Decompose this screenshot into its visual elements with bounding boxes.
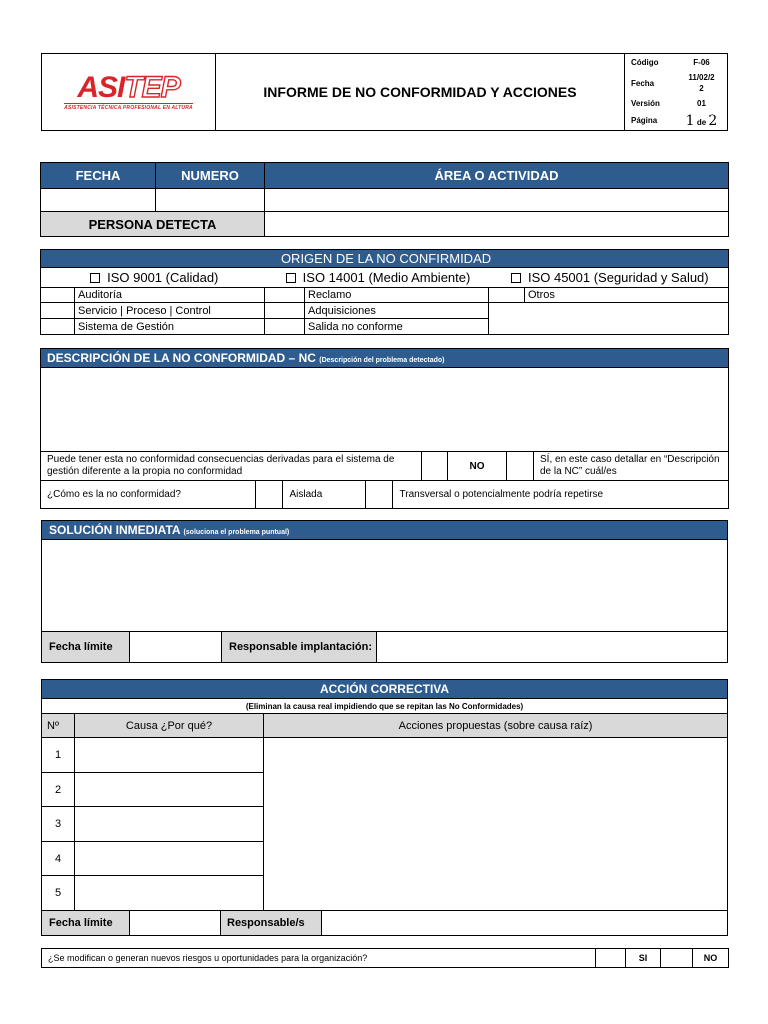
sistema-check[interactable]: [41, 319, 75, 335]
otros-check[interactable]: [489, 288, 525, 303]
riesgos-si-check[interactable]: [596, 949, 626, 968]
transversal-check[interactable]: [365, 481, 392, 508]
descripcion-title-text: DESCRIPCIÓN DE LA NO CONFORMIDAD – NC: [47, 351, 316, 365]
accion-fecha-limite-label: Fecha límite: [42, 911, 130, 936]
codigo-label: Código: [631, 58, 659, 67]
solucion-fecha-limite-field[interactable]: [130, 632, 222, 663]
solucion-title: [42, 521, 728, 540]
descripcion-title: [41, 349, 729, 368]
document-header: [41, 53, 728, 131]
origen-section: [40, 249, 729, 335]
accion-correctiva-section: [41, 679, 728, 936]
pagina-value: [675, 111, 728, 130]
servicio-check[interactable]: [41, 303, 75, 319]
checkbox-icon[interactable]: [286, 273, 296, 283]
reclamo-check[interactable]: [265, 288, 305, 303]
solucion-section: [41, 520, 728, 663]
numero-field[interactable]: [156, 189, 265, 212]
iso-14001-option[interactable]: [265, 268, 489, 288]
como-options-table: [256, 481, 728, 508]
accion-responsables-table: [221, 911, 727, 935]
sistema-label: Sistema de Gestión: [75, 319, 265, 335]
accion-responsables-cell: [221, 911, 728, 936]
consecuencias-question: Puede tener esta no conformidad consecuencias derivadas para el sistema de gestión diferente a la propia no conformidad: [41, 452, 422, 481]
fecha-header: FECHA: [41, 163, 156, 189]
fecha-value: 11/02/2 2: [688, 73, 715, 93]
como-question: ¿Cómo es la no conformidad?: [41, 481, 256, 509]
accion-responsables-label: Responsable/s: [221, 911, 321, 935]
persona-detecta-label: PERSONA DETECTA: [41, 212, 265, 237]
otros-label: Otros: [525, 288, 729, 303]
version-label: Versión: [631, 98, 660, 108]
auditoria-check[interactable]: [41, 288, 75, 303]
fecha-section: [40, 162, 729, 237]
logo-tagline: ASISTENCIA TÉCNICA PROFESIONAL EN ALTURA: [64, 104, 193, 111]
row-number: 5: [42, 876, 75, 911]
causa-field-5[interactable]: [75, 876, 264, 911]
logo-text-asi: ASI: [77, 70, 125, 104]
consecuencias-si-label: SÍ, en este caso detallar en “Descripción de la NC” cuál/es: [534, 452, 729, 481]
page-total: 2: [708, 112, 718, 129]
page-de: de: [696, 117, 707, 127]
riesgos-no-label: NO: [693, 949, 729, 968]
adquisiciones-check[interactable]: [265, 303, 305, 319]
solucion-title-text: SOLUCIÓN INMEDIATA: [49, 523, 181, 537]
riesgos-question: ¿Se modifican o generan nuevos riesgos u oportunidades para la organización?: [42, 949, 596, 968]
iso-9001-label: ISO 9001 (Calidad): [107, 270, 219, 285]
iso-9001-option[interactable]: [41, 268, 265, 288]
solucion-field[interactable]: [42, 540, 728, 632]
solucion-note: (soluciona el problema puntual): [183, 529, 290, 536]
consecuencias-si-check[interactable]: [507, 452, 534, 481]
version-value: 01: [697, 98, 706, 108]
acciones-field[interactable]: [264, 738, 728, 911]
page-number: 1: [685, 112, 695, 129]
adquisiciones-label: Adquisiciones: [305, 303, 489, 319]
logo-text-tep: TEP: [124, 70, 180, 104]
auditoria-label: Auditoría: [75, 288, 265, 303]
origen-title: ORIGEN DE LA NO CONFIRMIDAD: [41, 250, 729, 268]
accion-fecha-limite-field[interactable]: [130, 911, 221, 936]
row-number: 3: [42, 807, 75, 842]
pagina-label: Página: [631, 116, 658, 125]
area-field[interactable]: [265, 189, 729, 212]
riesgos-si-label: SI: [626, 949, 661, 968]
aislada-label: Aislada: [282, 481, 365, 508]
row-number: 1: [42, 738, 75, 773]
row-number: 4: [42, 842, 75, 876]
checkbox-icon[interactable]: [511, 273, 521, 283]
descripcion-field[interactable]: [41, 368, 729, 452]
causa-field-1[interactable]: [75, 738, 264, 773]
row-number: 2: [42, 773, 75, 807]
descripcion-section: [40, 348, 729, 509]
causa-field-2[interactable]: [75, 773, 264, 807]
solucion-responsable-label: Responsable implantación:: [222, 632, 377, 663]
fecha-field[interactable]: [41, 189, 156, 212]
accion-subtitle: (Eliminan la causa real impidiendo que se repitan las No Conformidades): [42, 699, 728, 714]
riesgos-no-check[interactable]: [661, 949, 693, 968]
descripcion-note: (Descripción del problema detectado): [319, 357, 445, 364]
solucion-responsable-field[interactable]: [377, 632, 728, 663]
col-acciones-header: Acciones propuestas (sobre causa raíz): [264, 714, 728, 738]
salida-label: Salida no conforme: [305, 319, 489, 335]
servicio-label: Servicio | Proceso | Control: [75, 303, 265, 319]
document-meta: [625, 54, 728, 131]
area-header: ÁREA O ACTIVIDAD: [265, 163, 729, 189]
consecuencias-no-check[interactable]: [422, 452, 448, 481]
col-causa-header: Causa ¿Por qué?: [75, 714, 264, 738]
iso-45001-label: ISO 45001 (Seguridad y Salud): [527, 270, 709, 285]
reclamo-label: Reclamo: [305, 288, 489, 303]
company-logo: [42, 54, 215, 130]
accion-responsables-field[interactable]: [321, 911, 727, 935]
numero-header: NUMERO: [156, 163, 265, 189]
persona-detecta-field[interactable]: [265, 212, 729, 237]
consecuencias-no-label: NO: [448, 452, 507, 481]
transversal-label: Transversal o potencialmente podría repetirse: [399, 489, 604, 500]
otros-detail-field[interactable]: [489, 303, 729, 335]
iso-14001-label: ISO 14001 (Medio Ambiente): [302, 270, 471, 285]
aislada-check[interactable]: [256, 481, 282, 508]
solucion-fecha-limite-label: Fecha límite: [42, 632, 130, 663]
riesgos-row: [41, 948, 729, 968]
document-title: INFORME DE NO CONFORMIDAD Y ACCIONES: [216, 54, 625, 131]
como-options: [256, 481, 729, 509]
salida-check[interactable]: [265, 319, 305, 335]
logo-cell: [42, 54, 216, 131]
accion-title: ACCIÓN CORRECTIVA: [42, 680, 728, 699]
col-n-header: Nº: [42, 714, 75, 738]
causa-field-4[interactable]: [75, 842, 264, 876]
iso-45001-option[interactable]: [489, 268, 729, 288]
fecha-label: Fecha: [631, 78, 655, 88]
checkbox-icon[interactable]: [90, 273, 100, 283]
causa-field-3[interactable]: [75, 807, 264, 842]
codigo-value: F-06: [693, 58, 710, 67]
